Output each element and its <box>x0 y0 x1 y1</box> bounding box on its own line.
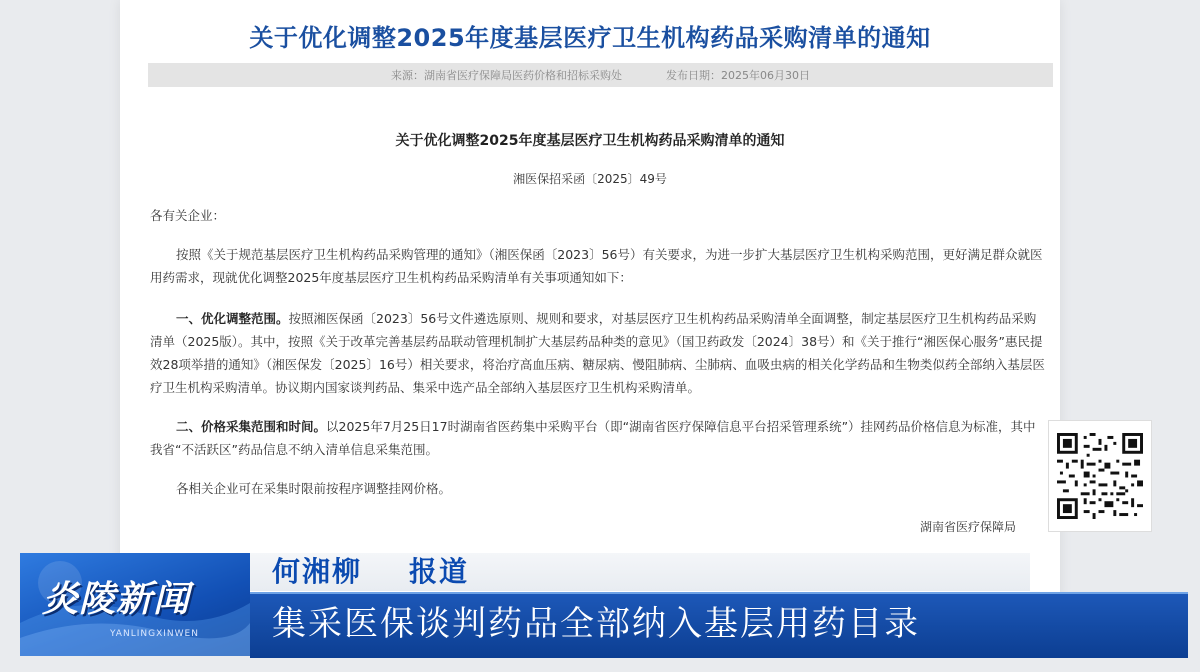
salutation: 各有关企业： <box>150 208 226 223</box>
logo-title: 炎陵新闻 <box>42 579 191 620</box>
intro-paragraph: 按照《关于规范基层医疗卫生机构药品采购管理的通知》（湘医保函〔2023〕56号）有关要求，为进一步扩大基层医疗卫生机构采购范围，更好满足群众就医用药需求，现就优化调整2025年度基层医疗卫生机构药品采购清单有关事项通知如下： <box>150 247 1043 285</box>
section-1-heading: 一、优化调整范围。 <box>176 311 289 326</box>
document-title: 关于优化调整2025年度基层医疗卫生机构药品采购清单的通知 <box>395 133 785 149</box>
news-headline: 集采医保谈判药品全部纳入基层用药目录 <box>272 604 920 644</box>
section-1-paragraph <box>150 307 1045 399</box>
qr-code-icon <box>1057 433 1143 519</box>
news-logo <box>20 553 250 656</box>
section-2-body: 以2025年7月25日17时湖南省医药集中采购平台（即“湖南省医疗保障信息平台招采管理系统”）挂网药品价格信息为标准，其中我省“不活跃区”药品信息不纳入清单信息采集范围。 <box>150 419 1036 457</box>
section-2-heading: 二、价格采集范围和时间。 <box>176 419 327 434</box>
document-page <box>120 0 1060 600</box>
source-label: 来源：湖南省医疗保障局医药价格和招标采购处 <box>391 69 622 82</box>
signature: 湖南省医疗保障局 <box>920 520 1017 534</box>
publish-date: 发布日期：2025年06月30日 <box>666 69 810 82</box>
meta-bar <box>148 63 1053 87</box>
section-1-body: 按照湘医保函〔2023〕56号文件遴选原则、规则和要求，对基层医疗卫生机构药品采购清单全面调整，制定基层医疗卫生机构药品采购清单（2025版）。其中，按照《关于改革完善基层药品联动管理机制扩大基层药品种类的意见》（国卫药政发〔2024〕38号）和《关于推行“湘医保心服务”惠民提效28项举措的通知》（湘医保发〔2025〕16号）相关要求，将治疗高血压病、糖尿病、慢阻肺病、尘肺病、血吸虫病的相关化学药品和生物类似药全部纳入基层医疗卫生机构采购清单。协议期内国家谈判药品、集采中选产品全部纳入基层医疗卫生机构采购清单。 <box>150 311 1045 395</box>
logo-subtitle: YANLINGXINWEN <box>110 629 199 639</box>
closing-paragraph: 各相关企业可在采集时限前按程序调整挂网价格。 <box>176 481 452 496</box>
qr-code[interactable] <box>1048 420 1152 532</box>
reporter-credit: 何湘柳 报道 <box>272 555 469 588</box>
document-number: 湘医保招采函〔2025〕49号 <box>513 172 667 186</box>
section-2-paragraph <box>150 415 1045 461</box>
page-header-title: 关于优化调整2025年度基层医疗卫生机构药品采购清单的通知 <box>249 24 931 52</box>
